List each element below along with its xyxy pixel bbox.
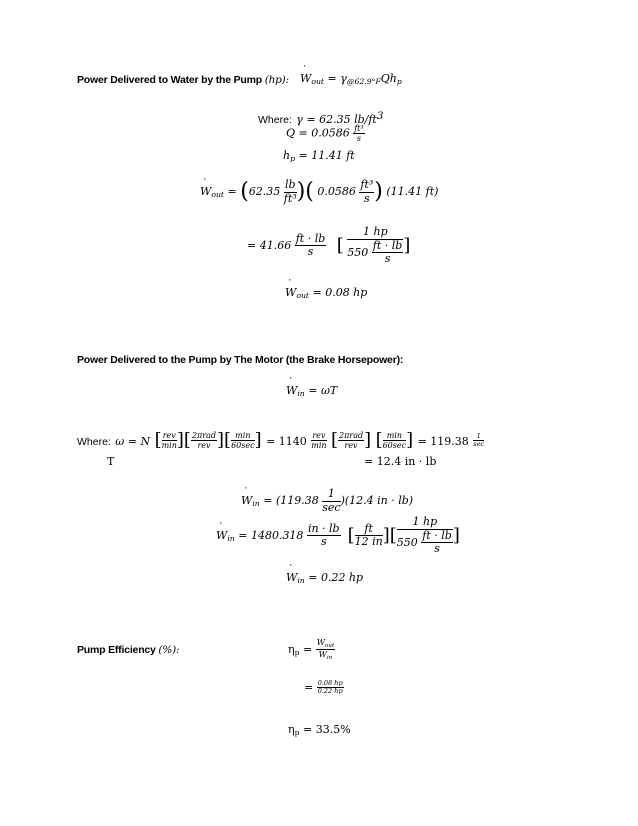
efficiency-result: $\eta_p = 33.5\%$ [288,723,351,737]
gamma-line: Where: γ = 62.35 $lb/ft^3$ [258,110,384,126]
wout-calculation: ˙ $W_{out} = (62.35$ $\frac{lb}{\text{ft³}}$ )( 0.0586 $\frac{\text{ft³}}{s}$ ) (11.41 ft) [200,179,438,205]
efficiency-substitution: = $\frac{0.08 hp}{0.22 hp}$ [304,679,343,696]
q-line: Q = 0.0586 $\frac{\text{ft³}}{s}$ [286,124,364,144]
section2-heading: Power Delivered to the Pump by The Motor (the Brake Horsepower): [77,354,404,366]
win-calc1: ˙ $W_{in} = (119.38$ $\frac{1}{\sec}$ )(12.4 in · lb) [241,488,413,514]
hp-line: $h_p = 11.41$ ft [283,149,355,163]
section1-heading: Power Delivered to Water by the Pump (hp): [77,74,289,86]
t-label: T [107,455,115,468]
wout-intermediate: = 41.66 $\frac{ft \cdot lb}{s}$ [ 1 hp 550 $\frac{ft \cdot lb}{s}$ ] [247,225,411,266]
t-value: = 12.4 in · lb [364,455,437,468]
win-formula: ˙ $W_{in} = \omega T$ [286,385,337,398]
efficiency-formula: $\eta_p$ = $\frac{W_{out}}{W_{in}}$ [288,638,335,662]
win-calc2: ˙ $W_{in} = 1480.318$ $\frac{in \cdot lb}{s}$ [ $\frac{ft}{12 in}$ ][ 1 hp 550 $\frac{ft \cdot lb}{s}$ ] [216,516,460,556]
win-result: ˙ $W_{in} = 0.22$ hp [286,572,363,585]
omega-line: Where: ω = N [ $\frac{\text{rev}}{\min}$ ][ $\frac{\text{2πrad}}{\text{rev}}$ ][ $\frac{\min}{60\sec}$ ] = 1140 $\frac{\text{rev}}{\min}$ [ $\frac{\text{2πrad}}{\text{rev}}$ ] [ $\frac{\min}{60\sec}$ ] = 119.38 $\frac{1}{\sec}$ [77,429,485,451]
wout-result: ˙ $W_{out} = 0.08$ hp [285,287,367,300]
section3-heading: Pump Efficiency (%): [77,644,180,656]
section1-formula: ˙ $W_{out} = \gamma_{@62.9^\circ F}Qh_p$ [300,73,402,86]
